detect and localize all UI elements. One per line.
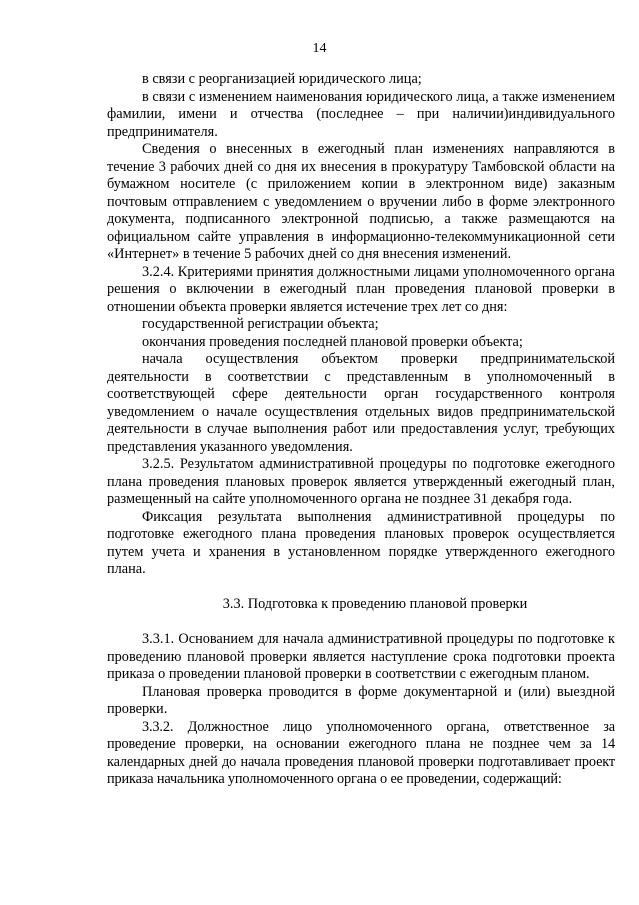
paragraph-3-2-4: 3.2.4. Критериями принятия должностными лицами уполномоченного органа решения о включении в ежегодный план проведения плановой проверки в отношении объекта проверки является истечение трех лет со дня: [107, 263, 615, 315]
section-spacer [107, 579, 615, 596]
paragraph-business-start: начала осуществления объектом проверки предпринимательской деятельности в соответствии с представленным в уполномоченный в соответствующей сфере деятельности орган государственного контроля уведомлением о начале осуществления отдельных видов предпринимательской деятельности в случае выполнения работ или предоставления услуг, требующих представления указанного уведомления. [107, 351, 615, 455]
paragraph-result-fixation: Фиксация результата выполнения административной процедуры по подготовке ежегодного плана проведения плановых проверок осуществляется путем учета и хранения в установленном порядке утвержденного ежегодного плана. [107, 508, 615, 577]
section-heading: 3.3. Подготовка к проведению плановой проверки [222, 595, 528, 612]
paragraph-state-registration: государственной регистрации объекта; [142, 316, 379, 332]
paragraph-changes-notice: Сведения о внесенных в ежегодный план изменениях направляются в течение 3 рабочих дней со дня их внесения в прокуратуру Тамбовской области на бумажном носителе (с приложением копии в электронном виде) заказным почтовым отправлением с уведомлением о вручении либо в форме электронного документа, подписанного электронной подписью, а также размещаются на официальном сайте управления в информационно-телекоммуникационной сети «Интернет» в течение 5 рабочих дней со дня внесения изменений. [107, 141, 615, 262]
paragraph-3-2-5: 3.2.5. Результатом административной процедуры по подготовке ежегодного плана проведения плановых проверок является утвержденный ежегодный план, размещенный на сайте уполномоченного органа не позднее 31 декабря года. [107, 456, 615, 507]
paragraph-last-inspection: окончания проведения последней плановой проверки объекта; [142, 333, 523, 350]
paragraph-3-3-1: 3.3.1. Основанием для начала административной процедуры по подготовке к проведению плановой проверки является наступление срока подготовки проекта приказа о проведении плановой проверки в соответствии с ежегодным планом. [107, 631, 615, 682]
document-body [107, 71, 615, 789]
section-spacer [107, 613, 615, 631]
page-number: 14 [312, 41, 327, 56]
paragraph-name-change: в связи с изменением наименования юридического лица, а также изменением фамилии, имени и отчества (последнее – при наличии)индивидуального предпринимателя. [107, 88, 615, 140]
paragraph-3-3-2: 3.3.2. Должностное лицо уполномоченного органа, ответственное за проведение проверки, на основании ежегодного плана не позднее чем за 14 календарных дней до начала проведения плановой проверки подготавливает проект приказа начальника уполномоченного органа о ее проведении, содержащий: [107, 718, 615, 787]
paragraph-reorganization: в связи с реорганизацией юридического лица; [142, 71, 422, 87]
paragraph-inspection-form: Плановая проверка проводится в форме документарной и (или) выездной проверки. [107, 683, 615, 717]
